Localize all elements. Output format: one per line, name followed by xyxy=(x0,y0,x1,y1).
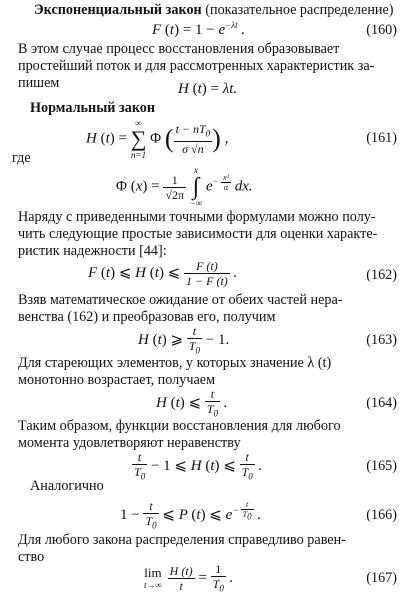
text-line: простейший поток и для рассмотренных характеристик за- xyxy=(18,58,375,74)
text-line: момента удовлетворяют неравенству xyxy=(18,435,241,451)
exp-law-heading xyxy=(34,2,397,19)
equation-162 xyxy=(0,259,403,291)
equation-160 xyxy=(0,20,403,40)
eq-number-163: (163) xyxy=(366,332,397,348)
exp-law-title: Экспоненциальный закон xyxy=(34,2,202,18)
formula-phi: Φ (x) = $\frac{1}{√2\pi}$ x ∫ −∞ $e^{- \frac{\text{x²}}{\alpha}}$ dx. xyxy=(116,165,253,208)
formula-165: $\frac{t}{T_0}$ − 1 ⩽ H (t) ⩽ $\frac{t}{T_0}$ . xyxy=(134,450,263,482)
formula-166: 1 − $\frac{t}{T_0}$ ⩽ P (t) ⩽ $e^{- \frac{t}{T_0}}$ . xyxy=(120,499,262,531)
text-line: чить следующие простые зависимости для оценки характе- xyxy=(18,226,378,242)
eq-number-166: (166) xyxy=(366,507,397,523)
equation-163 xyxy=(0,324,403,356)
eq-number-160: (160) xyxy=(366,22,397,38)
text-line: Взяв математическое ожидание от обеих частей нера- xyxy=(18,292,343,308)
text-line: пишем xyxy=(18,75,60,91)
eq-number-164: (164) xyxy=(366,395,397,411)
formula-163: H (t) ⩾ $\frac{t}{T_0}$ − 1. xyxy=(138,324,230,356)
text-line: монотонно возрастает, получаем xyxy=(18,372,216,388)
formula-160: F $(t) = 1 - e^{-\lambda t}$ . xyxy=(152,20,246,38)
eq-number-162: (162) xyxy=(366,267,397,283)
equation-phi xyxy=(0,162,403,208)
text-line: Наряду с приведенными точными формулами можно полу- xyxy=(18,209,376,225)
text-line: где xyxy=(12,150,31,166)
text-line: Для стареющих элементов, у которых значение λ (t) xyxy=(18,355,332,371)
text-line: Таким образом, функции восстановления для любого xyxy=(18,418,341,434)
eq-number-165: (165) xyxy=(366,458,397,474)
equation-164 xyxy=(0,387,403,419)
text-line: Аналогично xyxy=(30,478,104,494)
formula-167: lim t→∞ $\frac{H (t)}{t}$ = $\frac{1}{T_0}$ . xyxy=(144,562,234,594)
text-line: ристик надежности [44]: xyxy=(18,243,167,259)
equation-h-lambda xyxy=(0,81,403,101)
eq-number-167: (167) xyxy=(366,570,397,586)
text-line: В этом случае процесс восстановления образовывает xyxy=(18,41,340,57)
formula-162: F (t) ⩽ H (t) ⩽ $\frac{F (t)}{1 - F (t)}$ . xyxy=(88,259,238,288)
formula-164: H (t) ⩽ $\frac{t}{T_0}$ . xyxy=(156,387,228,419)
normal-law-heading: Нормальный закон xyxy=(30,100,156,116)
equation-167 xyxy=(0,562,403,596)
text-line: Для любого закона распределения справедливо равен- xyxy=(18,532,346,548)
text-line: венства (162) и преобразовав его, получим xyxy=(18,309,276,325)
eq-number-161: (161) xyxy=(366,130,397,146)
formula-161: H (t) = ∞ ∑ n=1 Φ ( $\frac{t - nT_0}{\sigma √n}$ ) , xyxy=(86,118,229,160)
text-line: ство xyxy=(18,549,45,565)
exp-law-subtitle: (показательное распределение) xyxy=(205,2,394,18)
equation-166 xyxy=(0,497,403,531)
formula-h-lambda: H (t) = λt. xyxy=(178,81,238,97)
